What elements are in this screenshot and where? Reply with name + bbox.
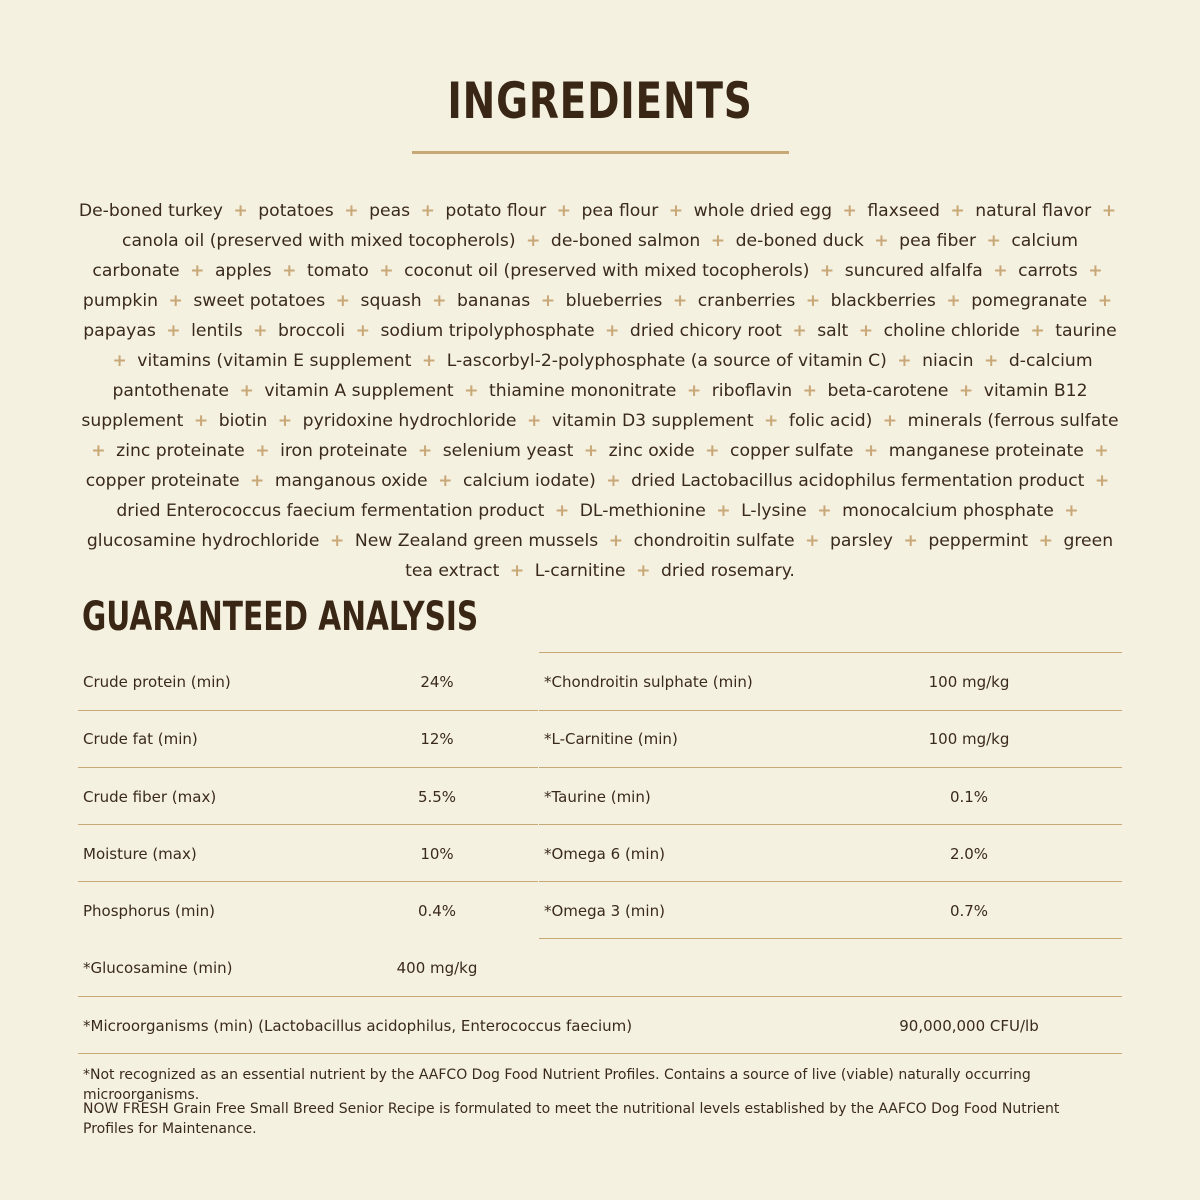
table-divider: [539, 938, 1122, 939]
analysis-label: Crude protein (min): [83, 672, 231, 691]
separator-plus-icon: +: [554, 501, 570, 521]
analysis-value: 12%: [420, 729, 454, 748]
ingredient-item: potatoes: [258, 201, 334, 221]
table-row: [78, 997, 1122, 1054]
analysis-value: 0.4%: [417, 901, 457, 920]
analysis-value: 0.7%: [949, 901, 989, 920]
ingredient-item: vitamin D3 supplement: [551, 411, 754, 431]
separator-plus-icon: +: [526, 231, 541, 251]
analysis-label: *Microorganisms (min) (Lactobacillus acidophilus, Enterococcus faecium): [83, 1016, 633, 1035]
ingredient-item: niacin: [922, 351, 974, 371]
separator-plus-icon: +: [329, 531, 345, 551]
ingredient-item: d-calcium pantothenate: [112, 351, 1093, 401]
ingredient-item: tomato: [306, 261, 369, 281]
table-divider: [539, 710, 1122, 711]
separator-plus-icon: +: [858, 321, 874, 341]
separator-plus-icon: +: [993, 261, 1008, 281]
ingredient-item: canola oil (preserved with mixed tocopherols): [122, 231, 516, 251]
separator-plus-icon: +: [255, 441, 270, 461]
table-row: [78, 882, 538, 939]
table-row: [539, 710, 1122, 767]
separator-plus-icon: +: [946, 291, 961, 311]
separator-plus-icon: +: [464, 381, 479, 401]
analysis-value: 100 mg/kg: [928, 729, 1010, 748]
ingredient-item: minerals (ferrous sulfate: [907, 411, 1119, 431]
separator-plus-icon: +: [897, 351, 912, 371]
analysis-label: Crude fiber (max): [83, 787, 217, 806]
table-divider: [78, 824, 538, 825]
separator-plus-icon: +: [608, 531, 624, 551]
separator-plus-icon: +: [1088, 261, 1103, 281]
ingredient-item: dried rosemary.: [660, 561, 795, 581]
ingredient-item: beta-carotene: [827, 381, 949, 401]
ingredient-item: thiamine mononitrate: [488, 381, 677, 401]
ingredient-item: copper proteinate: [85, 471, 240, 491]
ingredient-item: dried Enterococcus faecium fermentation product: [116, 501, 545, 521]
analysis-value: 0.1%: [949, 787, 989, 806]
ingredient-item: lentils: [191, 321, 243, 341]
separator-plus-icon: +: [986, 231, 1001, 251]
table-row: [539, 653, 1122, 710]
ingredient-item: zinc proteinate: [116, 441, 245, 461]
ingredient-item: choline chloride: [883, 321, 1020, 341]
separator-plus-icon: +: [636, 561, 651, 581]
separator-plus-icon: +: [509, 561, 525, 581]
separator-plus-icon: +: [355, 321, 370, 341]
separator-plus-icon: +: [716, 501, 731, 521]
ingredient-item: green tea extract: [405, 531, 1114, 581]
ingredient-item: manganous oxide: [274, 471, 428, 491]
ingredient-item: pea flour: [581, 201, 659, 221]
table-divider: [78, 996, 1122, 997]
separator-plus-icon: +: [190, 261, 205, 281]
separator-plus-icon: +: [710, 231, 726, 251]
analysis-value: 10%: [420, 844, 454, 863]
separator-plus-icon: +: [817, 501, 832, 521]
ingredient-item: natural flavor: [975, 201, 1092, 221]
ingredient-item: vitamin B12 supplement: [81, 381, 1088, 431]
ingredient-item: papayas: [83, 321, 156, 341]
ingredient-item: carrots: [1018, 261, 1078, 281]
ingredient-item: vitamin A supplement: [264, 381, 454, 401]
ingredient-item: folic acid): [788, 411, 873, 431]
ingredient-item: L-lysine: [741, 501, 807, 521]
analysis-label: *Omega 6 (min): [544, 844, 665, 863]
ingredient-item: broccoli: [278, 321, 346, 341]
table-divider: [539, 652, 1122, 653]
ingredient-item: pea fiber: [899, 231, 977, 251]
separator-plus-icon: +: [438, 471, 453, 491]
separator-plus-icon: +: [253, 321, 268, 341]
separator-plus-icon: +: [792, 321, 807, 341]
table-row: [78, 825, 538, 882]
ingredient-item: sodium tripolyphosphate: [380, 321, 595, 341]
ingredient-item: blueberries: [565, 291, 663, 311]
separator-plus-icon: +: [420, 201, 435, 221]
separator-plus-icon: +: [112, 351, 127, 371]
analysis-label: *L-Carnitine (min): [544, 729, 678, 748]
table-divider: [78, 1053, 1122, 1054]
ingredient-item: flaxseed: [867, 201, 940, 221]
table-row: [78, 768, 538, 825]
analysis-label: *Glucosamine (min): [83, 958, 233, 977]
table-divider: [539, 767, 1122, 768]
separator-plus-icon: +: [233, 201, 248, 221]
separator-plus-icon: +: [983, 351, 999, 371]
ingredient-item: coconut oil (preserved with mixed tocopherols): [404, 261, 810, 281]
ingredient-item: glucosamine hydrochloride: [86, 531, 320, 551]
separator-plus-icon: +: [421, 351, 437, 371]
ingredient-item: dried chicory root: [629, 321, 782, 341]
table-row: [539, 768, 1122, 825]
table-row: [78, 710, 538, 767]
ingredient-item: L-carnitine: [534, 561, 626, 581]
separator-plus-icon: +: [1094, 471, 1110, 491]
ingredient-item: sweet potatoes: [193, 291, 326, 311]
separator-plus-icon: +: [863, 441, 879, 461]
ingredient-item: zinc oxide: [608, 441, 695, 461]
separator-plus-icon: +: [842, 201, 857, 221]
ingredient-item: calcium carbonate: [92, 231, 1078, 281]
analysis-value: 400 mg/kg: [396, 958, 478, 977]
separator-plus-icon: +: [1030, 321, 1045, 341]
separator-plus-icon: +: [344, 201, 359, 221]
ingredient-item: L-ascorbyl-2-polyphosphate (a source of vitamin C): [446, 351, 887, 371]
separator-plus-icon: +: [950, 201, 965, 221]
separator-plus-icon: +: [903, 531, 918, 551]
ingredient-item: peas: [369, 201, 411, 221]
separator-plus-icon: +: [686, 381, 702, 401]
formulation-statement: NOW FRESH Grain Free Small Breed Senior Recipe is formulated to meet the nutritional levels established by the AAFCO Dog Food Nutrient Profiles for Maintenance.: [83, 1101, 1060, 1137]
ingredient-item: manganese proteinate: [888, 441, 1084, 461]
ingredient-item: taurine: [1055, 321, 1117, 341]
ingredient-item: vitamins (vitamin E supplement: [137, 351, 412, 371]
separator-plus-icon: +: [605, 321, 620, 341]
ingredient-item: squash: [360, 291, 422, 311]
analysis-value: 100 mg/kg: [928, 672, 1010, 691]
ingredient-item: New Zealand green mussels: [354, 531, 599, 551]
analysis-value: 24%: [420, 672, 454, 691]
ingredient-item: calcium iodate): [462, 471, 596, 491]
ingredient-item: apples: [214, 261, 272, 281]
table-row: [539, 825, 1122, 882]
separator-plus-icon: +: [168, 291, 183, 311]
separator-plus-icon: +: [606, 471, 621, 491]
separator-plus-icon: +: [805, 291, 821, 311]
table-row: [78, 653, 538, 710]
separator-plus-icon: +: [239, 381, 254, 401]
analysis-label: *Omega 3 (min): [544, 901, 665, 920]
ingredient-item: de-boned duck: [735, 231, 864, 251]
separator-plus-icon: +: [556, 201, 572, 221]
separator-plus-icon: +: [166, 321, 181, 341]
separator-plus-icon: +: [1094, 441, 1109, 461]
separator-plus-icon: +: [379, 261, 394, 281]
table-divider: [78, 767, 538, 768]
analysis-value: 2.0%: [949, 844, 989, 863]
separator-plus-icon: +: [91, 441, 106, 461]
ingredient-item: DL-methionine: [579, 501, 706, 521]
separator-plus-icon: +: [583, 441, 599, 461]
ingredient-item: monocalcium phosphate: [842, 501, 1054, 521]
separator-plus-icon: +: [805, 531, 820, 551]
separator-plus-icon: +: [819, 261, 835, 281]
guaranteed-analysis-title: GUARANTEED ANALYSIS: [82, 594, 479, 640]
separator-plus-icon: +: [335, 291, 351, 311]
analysis-label: Crude fat (min): [83, 729, 198, 748]
separator-plus-icon: +: [282, 261, 297, 281]
analysis-label: *Chondroitin sulphate (min): [544, 672, 753, 691]
separator-plus-icon: +: [193, 411, 209, 431]
separator-plus-icon: +: [1101, 201, 1117, 221]
separator-plus-icon: +: [432, 291, 447, 311]
ingredient-item: bananas: [457, 291, 531, 311]
separator-plus-icon: +: [764, 411, 779, 431]
table-row: [539, 882, 1122, 939]
analysis-value: 5.5%: [417, 787, 457, 806]
ingredient-item: De-boned turkey: [78, 201, 223, 221]
separator-plus-icon: +: [802, 381, 818, 401]
ingredient-item: chondroitin sulfate: [633, 531, 795, 551]
separator-plus-icon: +: [882, 411, 898, 431]
ingredient-item: cranberries: [697, 291, 796, 311]
ingredient-item: selenium yeast: [442, 441, 574, 461]
analysis-label: Moisture (max): [83, 844, 197, 863]
ingredient-item: peppermint: [928, 531, 1029, 551]
separator-plus-icon: +: [705, 441, 720, 461]
separator-plus-icon: +: [1038, 531, 1053, 551]
ingredient-item: pumpkin: [82, 291, 158, 311]
separator-plus-icon: +: [672, 291, 688, 311]
ingredient-item: whole dried egg: [693, 201, 832, 221]
ingredient-item: dried Lactobacillus acidophilus fermentation product: [631, 471, 1085, 491]
table-divider: [539, 881, 1122, 882]
table-divider: [78, 881, 538, 882]
ingredient-item: potato flour: [445, 201, 547, 221]
separator-plus-icon: +: [958, 381, 974, 401]
ingredient-item: blackberries: [830, 291, 936, 311]
ingredient-item: pyridoxine hydrochloride: [302, 411, 517, 431]
ingredients-title: INGREDIENTS: [447, 72, 753, 130]
ingredient-item: de-boned salmon: [550, 231, 701, 251]
ingredient-item: riboflavin: [711, 381, 793, 401]
analysis-value: 90,000,000 CFU/lb: [899, 1016, 1039, 1035]
ingredient-item: iron proteinate: [280, 441, 408, 461]
analysis-label: *Taurine (min): [544, 787, 651, 806]
footnote: *Not recognized as an essential nutrient by the AAFCO Dog Food Nutrient Profiles. Contains a source of live (viable) naturally occurring microorganisms.: [83, 1067, 1031, 1103]
separator-plus-icon: +: [1097, 291, 1113, 311]
table-divider: [78, 710, 538, 711]
ingredient-item: biotin: [218, 411, 268, 431]
separator-plus-icon: +: [417, 441, 433, 461]
table-divider: [539, 824, 1122, 825]
separator-plus-icon: +: [277, 411, 293, 431]
separator-plus-icon: +: [1064, 501, 1079, 521]
ingredient-item: pomegranate: [971, 291, 1088, 311]
title-divider: [412, 151, 789, 154]
ingredients-list: [78, 196, 1122, 586]
ingredient-item: parsley: [829, 531, 893, 551]
separator-plus-icon: +: [668, 201, 684, 221]
analysis-label: Phosphorus (min): [83, 901, 215, 920]
separator-plus-icon: +: [874, 231, 889, 251]
ingredient-item: suncured alfalfa: [844, 261, 983, 281]
ingredient-item: copper sulfate: [730, 441, 854, 461]
separator-plus-icon: +: [540, 291, 556, 311]
separator-plus-icon: +: [250, 471, 265, 491]
table-row: [78, 939, 538, 996]
separator-plus-icon: +: [526, 411, 542, 431]
ingredient-item: salt: [817, 321, 849, 341]
